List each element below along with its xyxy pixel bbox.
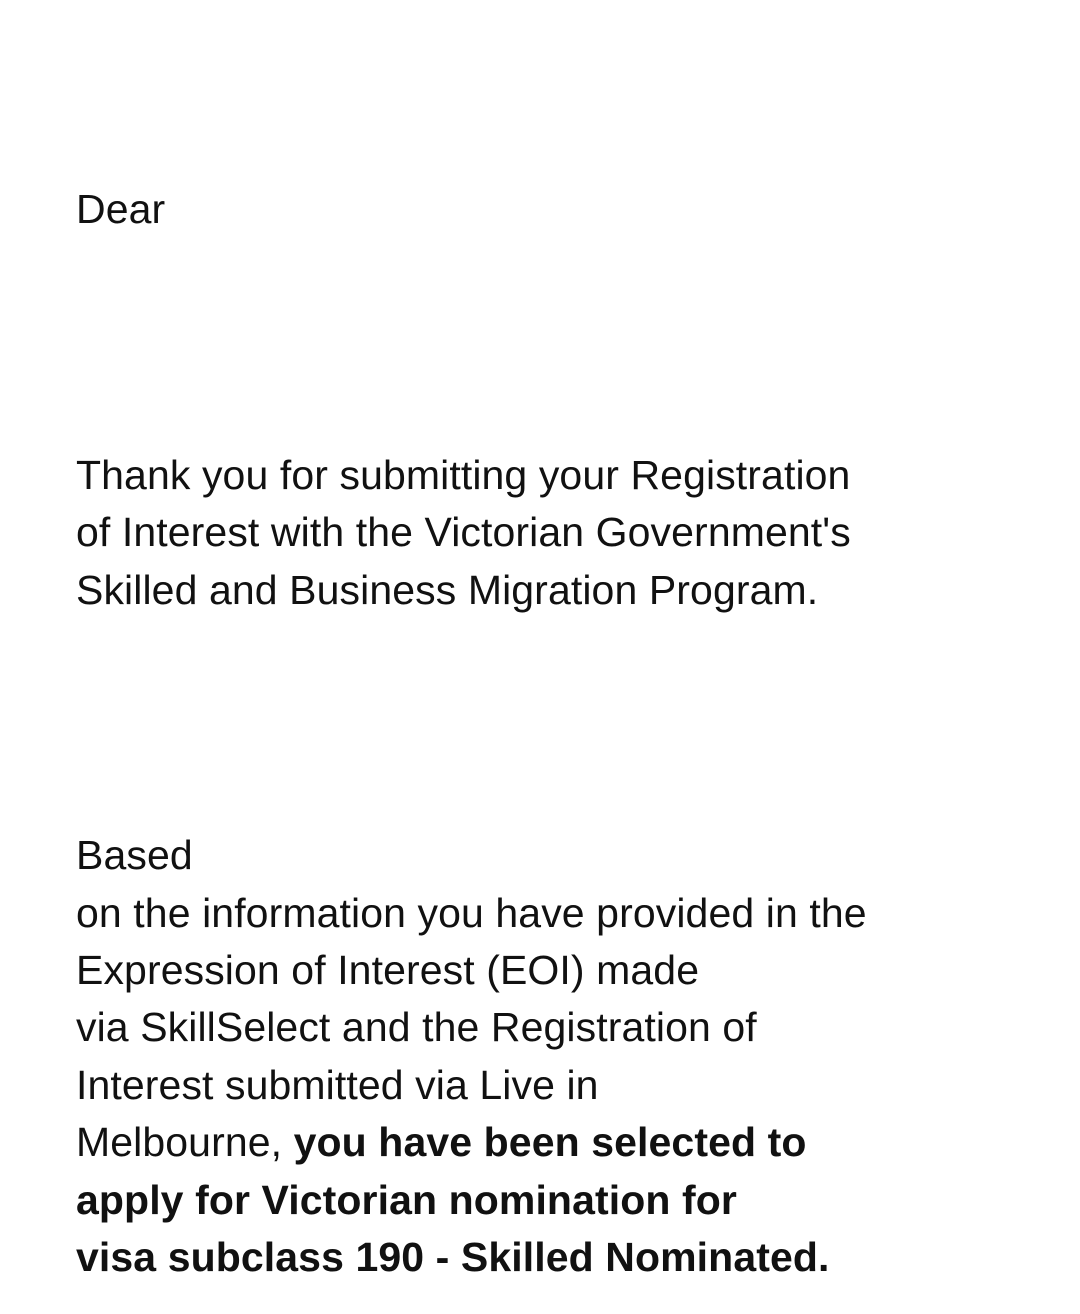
paragraph2-line1: Based — [76, 832, 193, 878]
paragraph2-line6 — [76, 1113, 807, 1171]
paragraph1-line2: of Interest with the Victorian Government's — [76, 509, 851, 555]
paragraph2-line3: Expression of Interest (EOI) made — [76, 947, 700, 993]
selection-lead-in: Melbourne, — [76, 1119, 294, 1165]
paragraph2-line2: on the information you have provided in the — [76, 890, 867, 936]
selection-statement-line2: apply for Victorian nomination for — [76, 1177, 737, 1223]
salutation: Dear — [76, 186, 166, 232]
paragraph1-line3: Skilled and Business Migration Program. — [76, 567, 819, 613]
paragraph2-line5: Interest submitted via Live in — [76, 1062, 599, 1108]
paragraph2-line4: via SkillSelect and the Registration of — [76, 1004, 757, 1050]
selection-statement-start: you have been selected to — [293, 1119, 807, 1165]
paragraph1-line1: Thank you for submitting your Registration — [76, 452, 851, 498]
selection-statement-line3: visa subclass 190 - Skilled Nominated. — [76, 1234, 830, 1280]
